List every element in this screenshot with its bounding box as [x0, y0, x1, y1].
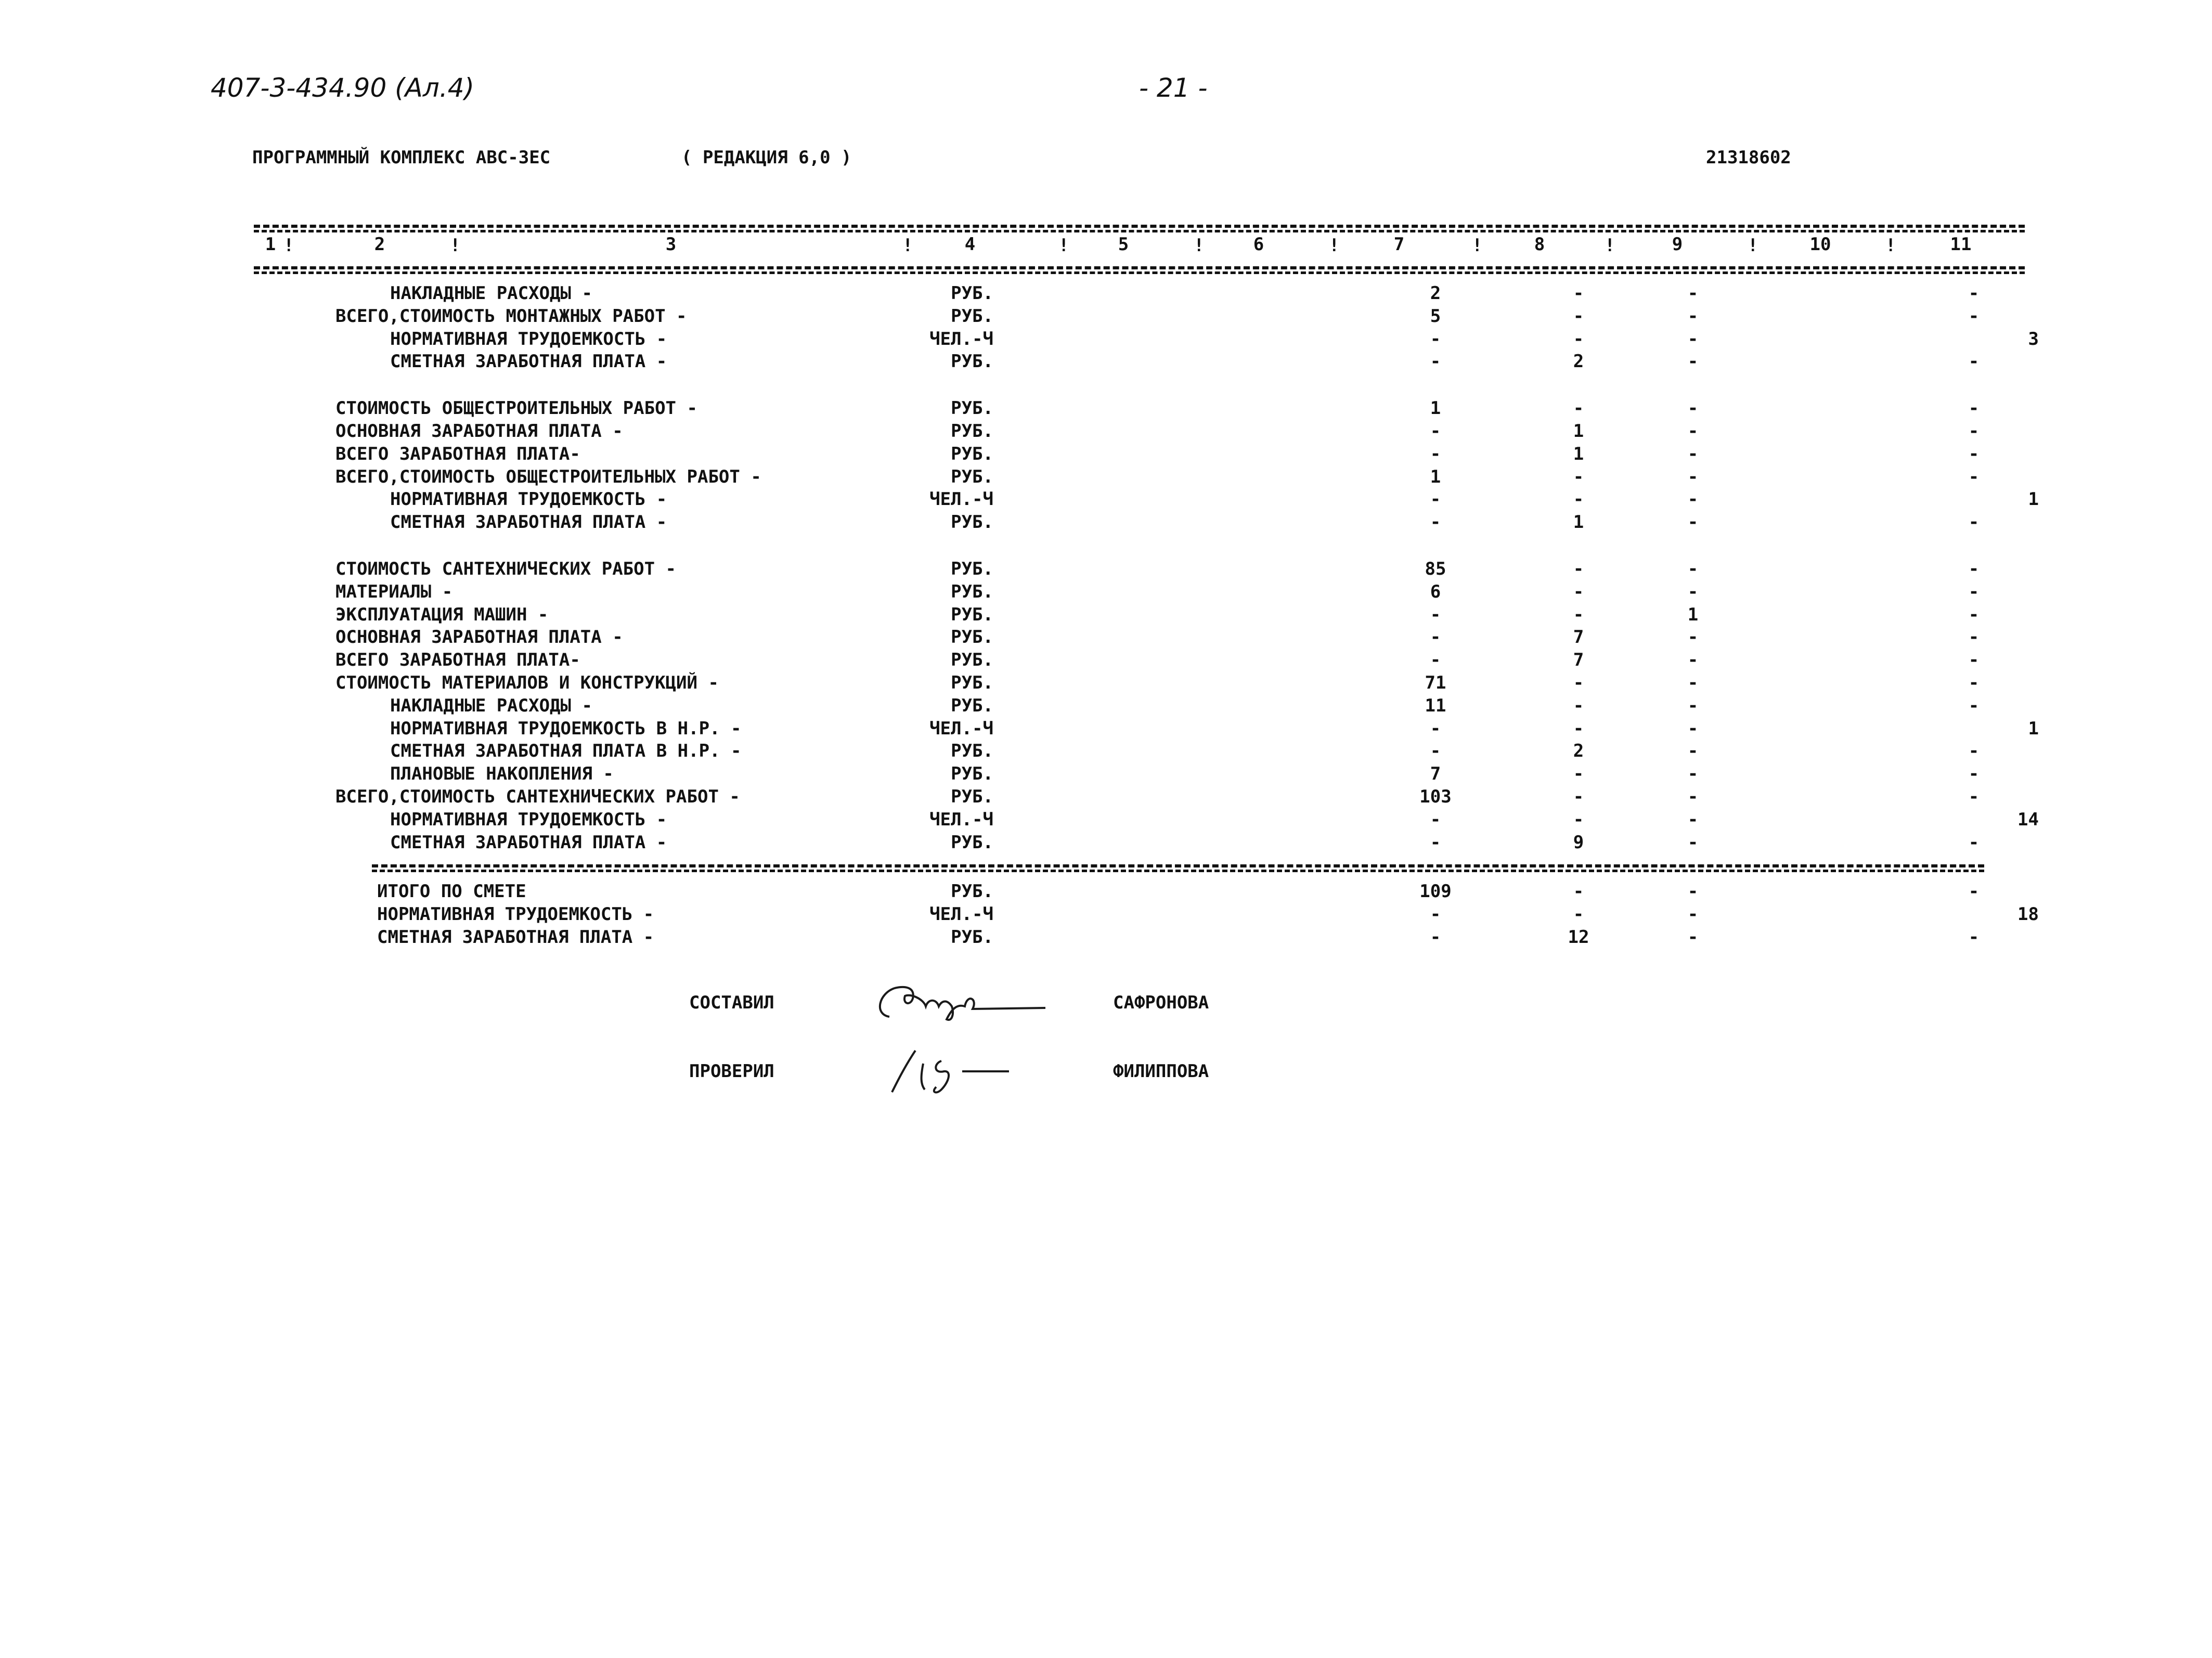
row-col-8: 12 [1568, 927, 1589, 948]
row-col-7: - [1430, 512, 1441, 533]
row-col-9: - [1687, 398, 1699, 419]
row-col-7: - [1430, 604, 1441, 625]
row-col-8: 1 [1573, 443, 1584, 464]
row-col-11-value: 3 [2028, 328, 2039, 349]
row-name: ВСЕГО ЗАРАБОТНАЯ ПЛАТА- [335, 443, 580, 464]
table-row [0, 581, 2212, 604]
row-col-7: 2 [1430, 283, 1441, 304]
table-row [0, 786, 2212, 809]
row-unit: РУБ. [951, 786, 993, 807]
header-rule-top-2 [254, 230, 2025, 232]
column-separator: ! [1885, 235, 1896, 256]
row-unit: РУБ. [951, 832, 993, 853]
row-name: СТОИМОСТЬ МАТЕРИАЛОВ И КОНСТРУКЦИЙ - [335, 672, 719, 693]
row-col-7: 103 [1419, 786, 1452, 807]
row-name: ВСЕГО,СТОИМОСТЬ МОНТАЖНЫХ РАБОТ - [335, 305, 687, 327]
row-col-8: - [1573, 672, 1584, 693]
row-col-11: - [1968, 741, 1980, 762]
row-col-9: - [1687, 904, 1699, 925]
row-col-9: - [1687, 421, 1699, 442]
row-name: ВСЕГО,СТОИМОСТЬ ОБЩЕСТРОИТЕЛЬНЫХ РАБОТ - [335, 466, 761, 487]
row-col-8: - [1573, 881, 1584, 902]
row-col-11: - [1968, 351, 1980, 372]
row-col-9: - [1687, 809, 1699, 830]
row-col-9: - [1687, 466, 1699, 487]
row-col-11: - [1968, 466, 1980, 487]
table-row [0, 672, 2212, 695]
row-col-11: - [1968, 305, 1980, 327]
row-col-7: 85 [1425, 559, 1446, 579]
table-row [0, 718, 2212, 741]
table-row [0, 351, 2212, 374]
row-col-11: - [1968, 927, 1980, 948]
row-col-7: - [1430, 718, 1441, 739]
row-name: НОРМАТИВНАЯ ТРУДОЕМКОСТЬ В Н.Р. - [390, 718, 742, 739]
row-col-8: - [1573, 809, 1584, 830]
compiled-signature [874, 978, 1061, 1025]
row-unit: РУБ. [951, 283, 993, 304]
checked-signature [884, 1040, 1051, 1097]
column-header-5: 5 [1118, 234, 1129, 255]
row-col-8: - [1573, 718, 1584, 739]
row-col-9: - [1687, 741, 1699, 762]
row-col-11: - [1968, 283, 1980, 304]
row-col-8: 2 [1573, 351, 1584, 372]
row-col-9: - [1687, 489, 1699, 510]
row-col-11: - [1968, 604, 1980, 625]
column-header-8: 8 [1534, 234, 1545, 255]
row-unit: РУБ. [951, 695, 993, 716]
row-col-8: 2 [1573, 741, 1584, 762]
row-col-7: 7 [1430, 763, 1441, 785]
column-separator: ! [1058, 235, 1069, 256]
table-row [0, 809, 2212, 832]
row-unit: РУБ. [951, 672, 993, 693]
column-header-11: 11 [1950, 234, 1972, 255]
row-col-11: - [1968, 421, 1980, 442]
column-header-10: 10 [1809, 234, 1831, 255]
row-name: НОРМАТИВНАЯ ТРУДОЕМКОСТЬ - [390, 489, 667, 510]
row-col-9: - [1687, 695, 1699, 716]
row-unit: РУБ. [951, 581, 993, 602]
column-header-6: 6 [1253, 234, 1264, 255]
row-col-8: 1 [1573, 421, 1584, 442]
row-col-9: - [1687, 881, 1699, 902]
column-header-3: 3 [665, 234, 677, 255]
column-header-7: 7 [1393, 234, 1405, 255]
program-title: ПРОГРАММНЫЙ КОМПЛЕКС АВС-3ЕС [252, 147, 551, 168]
row-col-8: - [1573, 695, 1584, 716]
row-name: СМЕТНАЯ ЗАРАБОТНАЯ ПЛАТА - [390, 832, 667, 853]
row-col-9: - [1687, 672, 1699, 693]
row-col-8: - [1573, 328, 1584, 349]
row-col-9: - [1687, 927, 1699, 948]
row-name: ВСЕГО ЗАРАБОТНАЯ ПЛАТА- [335, 650, 580, 671]
row-col-7: - [1430, 443, 1441, 464]
compiled-label: СОСТАВИЛ [689, 992, 774, 1013]
row-col-7: - [1430, 489, 1441, 510]
table-row [0, 306, 2212, 329]
row-name: ОСНОВНАЯ ЗАРАБОТНАЯ ПЛАТА - [335, 627, 623, 648]
row-col-11-value: 18 [2017, 904, 2039, 925]
column-header-1: 1 [265, 234, 276, 255]
row-col-8: 7 [1573, 627, 1584, 648]
table-row [0, 467, 2212, 489]
row-col-11-value: 14 [2017, 809, 2039, 830]
table-row [0, 421, 2212, 444]
row-col-7: - [1430, 351, 1441, 372]
row-col-7: 11 [1425, 695, 1446, 716]
row-col-8: - [1573, 581, 1584, 602]
header-rule-bottom [254, 266, 2025, 269]
row-col-8: 1 [1573, 512, 1584, 533]
column-separator: ! [1748, 235, 1758, 256]
row-col-11: - [1968, 512, 1980, 533]
row-col-9: - [1687, 559, 1699, 579]
row-col-8: - [1573, 398, 1584, 419]
row-col-8: - [1573, 904, 1584, 925]
column-separator: ! [1329, 235, 1340, 256]
row-col-8: - [1573, 466, 1584, 487]
column-separator: ! [283, 235, 294, 256]
row-name: СМЕТНАЯ ЗАРАБОТНАЯ ПЛАТА - [377, 927, 654, 948]
compiled-name: САФРОНОВА [1113, 992, 1209, 1013]
table-row [0, 398, 2212, 421]
row-name: ИТОГО ПО СМЕТЕ [377, 881, 526, 902]
row-name: НОРМАТИВНАЯ ТРУДОЕМКОСТЬ - [390, 809, 667, 830]
row-col-11: - [1968, 881, 1980, 902]
row-name: СТОИМОСТЬ ОБЩЕСТРОИТЕЛЬНЫХ РАБОТ - [335, 398, 697, 419]
document-id: 21318602 [1706, 147, 1791, 168]
row-unit: РУБ. [951, 604, 993, 625]
row-name: МАТЕРИАЛЫ - [335, 581, 453, 602]
row-col-8: 9 [1573, 832, 1584, 853]
row-col-7: - [1430, 328, 1441, 349]
column-separator: ! [1605, 235, 1615, 256]
table-row [0, 489, 2212, 512]
row-name: СМЕТНАЯ ЗАРАБОТНАЯ ПЛАТА - [390, 351, 667, 372]
row-col-9: - [1687, 832, 1699, 853]
row-name: СМЕТНАЯ ЗАРАБОТНАЯ ПЛАТА В Н.Р. - [390, 741, 742, 762]
row-name: НАКЛАДНЫЕ РАСХОДЫ - [390, 283, 592, 304]
row-name: ОСНОВНАЯ ЗАРАБОТНАЯ ПЛАТА - [335, 421, 623, 442]
row-col-11: - [1968, 443, 1980, 464]
column-header-2: 2 [374, 234, 385, 255]
row-unit: РУБ. [951, 559, 993, 579]
row-name: ЭКСПЛУАТАЦИЯ МАШИН - [335, 604, 549, 625]
column-separator: ! [1194, 235, 1205, 256]
table-row [0, 927, 2212, 950]
document-code: 407-3-434.90 (Ал.4) [211, 73, 475, 103]
row-unit: РУБ. [951, 305, 993, 327]
row-col-9: - [1687, 443, 1699, 464]
row-unit: РУБ. [951, 512, 993, 533]
row-col-8: - [1573, 305, 1584, 327]
row-col-8: - [1573, 559, 1584, 579]
row-name: ПЛАНОВЫЕ НАКОПЛЕНИЯ - [390, 763, 614, 785]
row-unit: ЧЕЛ.-Ч [929, 718, 993, 739]
row-col-9: - [1687, 512, 1699, 533]
column-separator: ! [1472, 235, 1483, 256]
row-col-9: - [1687, 581, 1699, 602]
row-unit: ЧЕЛ.-Ч [929, 904, 993, 925]
row-col-7: 71 [1425, 672, 1446, 693]
row-col-7: - [1430, 421, 1441, 442]
table-row [0, 904, 2212, 927]
row-col-7: 1 [1430, 466, 1441, 487]
row-col-8: - [1573, 786, 1584, 807]
row-unit: РУБ. [951, 398, 993, 419]
totals-rule [372, 864, 1984, 867]
row-name: НОРМАТИВНАЯ ТРУДОЕМКОСТЬ - [377, 904, 654, 925]
row-col-11: - [1968, 581, 1980, 602]
row-col-11-value: 1 [2028, 718, 2039, 739]
row-col-9: - [1687, 283, 1699, 304]
checked-name: ФИЛИППОВА [1113, 1061, 1209, 1082]
page-number: - 21 - [1139, 73, 1208, 103]
row-col-11: - [1968, 650, 1980, 671]
row-col-9: 1 [1687, 604, 1699, 625]
table-row [0, 604, 2212, 627]
row-name: НОРМАТИВНАЯ ТРУДОЕМКОСТЬ - [390, 328, 667, 349]
table-row [0, 627, 2212, 650]
row-unit: РУБ. [951, 466, 993, 487]
row-col-9: - [1687, 718, 1699, 739]
row-col-7: 1 [1430, 398, 1441, 419]
row-unit: РУБ. [951, 927, 993, 948]
row-unit: РУБ. [951, 351, 993, 372]
row-col-9: - [1687, 328, 1699, 349]
row-col-11: - [1968, 672, 1980, 693]
row-col-11: - [1968, 695, 1980, 716]
row-col-9: - [1687, 305, 1699, 327]
program-edition: ( РЕДАКЦИЯ 6,0 ) [681, 147, 852, 168]
row-col-8: - [1573, 763, 1584, 785]
row-col-11: - [1968, 763, 1980, 785]
table-row [0, 329, 2212, 352]
row-unit: ЧЕЛ.-Ч [929, 809, 993, 830]
table-row [0, 559, 2212, 581]
column-separator: ! [450, 235, 461, 256]
row-col-7: - [1430, 904, 1441, 925]
row-col-7: 5 [1430, 305, 1441, 327]
table-row [0, 763, 2212, 786]
table-row [0, 283, 2212, 306]
row-col-7: - [1430, 627, 1441, 648]
table-row [0, 650, 2212, 672]
header-rule-top [254, 225, 2025, 228]
column-separator: ! [902, 235, 913, 256]
row-col-7: 109 [1419, 881, 1452, 902]
table-row [0, 444, 2212, 467]
row-col-11-value: 1 [2028, 489, 2039, 510]
row-name: СМЕТНАЯ ЗАРАБОТНАЯ ПЛАТА - [390, 512, 667, 533]
row-col-9: - [1687, 627, 1699, 648]
row-unit: РУБ. [951, 881, 993, 902]
table-row [0, 695, 2212, 718]
row-col-11: - [1968, 627, 1980, 648]
row-name: НАКЛАДНЫЕ РАСХОДЫ - [390, 695, 592, 716]
row-col-7: - [1430, 809, 1441, 830]
row-unit: РУБ. [951, 627, 993, 648]
table-row [0, 741, 2212, 763]
row-name: СТОИМОСТЬ САНТЕХНИЧЕСКИХ РАБОТ - [335, 559, 677, 579]
row-col-11: - [1968, 832, 1980, 853]
row-name: ВСЕГО,СТОИМОСТЬ САНТЕХНИЧЕСКИХ РАБОТ - [335, 786, 740, 807]
row-unit: РУБ. [951, 763, 993, 785]
totals-rule-2 [372, 870, 1984, 872]
row-col-7: - [1430, 650, 1441, 671]
row-col-11: - [1968, 559, 1980, 579]
table-row [0, 881, 2212, 904]
row-col-7: - [1430, 927, 1441, 948]
row-unit: РУБ. [951, 421, 993, 442]
row-col-9: - [1687, 351, 1699, 372]
table-row [0, 512, 2212, 535]
row-col-8: 7 [1573, 650, 1584, 671]
row-col-9: - [1687, 763, 1699, 785]
row-col-7: - [1430, 741, 1441, 762]
row-unit: РУБ. [951, 443, 993, 464]
row-unit: РУБ. [951, 650, 993, 671]
row-col-8: - [1573, 604, 1584, 625]
row-col-8: - [1573, 489, 1584, 510]
column-header-9: 9 [1672, 234, 1683, 255]
row-unit: ЧЕЛ.-Ч [929, 328, 993, 349]
row-col-7: 6 [1430, 581, 1441, 602]
row-col-11: - [1968, 786, 1980, 807]
checked-label: ПРОВЕРИЛ [689, 1061, 774, 1082]
row-col-8: - [1573, 283, 1584, 304]
row-col-9: - [1687, 786, 1699, 807]
column-header-4: 4 [964, 234, 976, 255]
row-unit: ЧЕЛ.-Ч [929, 489, 993, 510]
header-rule-bottom-2 [254, 271, 2025, 274]
row-col-11: - [1968, 398, 1980, 419]
row-col-9: - [1687, 650, 1699, 671]
row-col-7: - [1430, 832, 1441, 853]
row-unit: РУБ. [951, 741, 993, 762]
table-row [0, 832, 2212, 855]
